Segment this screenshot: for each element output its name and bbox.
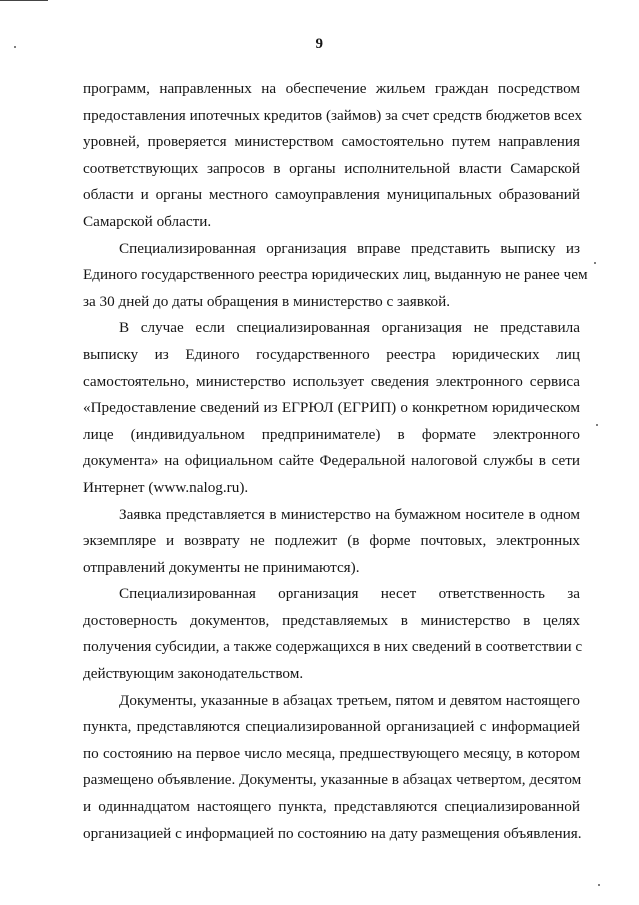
text-line: и одиннадцатом настоящего пункта, представляются специализированной	[83, 798, 580, 816]
text-line: документа» на официальном сайте Федеральной налоговой службы в сети	[83, 452, 580, 470]
text-line: получения субсидии, а также содержащихся в них сведений в соответствии с	[83, 638, 583, 656]
scan-speck	[596, 424, 598, 426]
text-line: соответствующих запросов в органы исполнительной власти Самарской	[83, 159, 580, 177]
paragraph	[83, 688, 580, 848]
text-line: Интернет (www.nalog.ru).	[83, 478, 249, 496]
text-line: программ, направленных на обеспечение жильем граждан посредством	[83, 80, 580, 97]
scan-edge-line	[0, 0, 48, 1]
text-line: Специализированная организация несет ответственность за	[119, 585, 580, 603]
paragraph	[83, 236, 588, 316]
scan-speck	[598, 884, 600, 886]
text-line: пункта, представляются специализированной организацией с информацией	[83, 718, 580, 736]
paragraph	[83, 76, 583, 236]
text-line: за 30 дней до даты обращения в министерство с заявкой.	[83, 292, 451, 310]
text-line: Специализированная организация вправе представить выписку из	[119, 239, 580, 257]
text-line: действующим законодательством.	[83, 665, 304, 683]
text-line: экземпляре и возврату не подлежит (в форме почтовых, электронных	[83, 532, 580, 550]
text-line: по состоянию на первое число месяца, предшествующего месяцу, в котором	[83, 744, 580, 762]
text-line: самостоятельно, министерство использует сведения электронного сервиса	[83, 372, 580, 390]
text-line: лице (индивидуальном предпринимателе) в формате электронного	[83, 425, 580, 443]
text-line: размещено объявление. Документы, указанные в абзацах четвертом, десятом	[83, 771, 582, 789]
paragraph	[83, 315, 580, 501]
scan-speck	[594, 262, 596, 264]
text-line: организацией с информацией по состоянию на дату размещения объявления.	[83, 824, 582, 842]
text-line: области и органы местного самоуправления муниципальных образований	[83, 186, 580, 204]
text-line: В случае если специализированная организация не представила	[119, 319, 580, 337]
text-line: Самарской области.	[83, 212, 212, 230]
text-line: предоставления ипотечных кредитов (займов) за счет средств бюджетов всех	[83, 106, 583, 124]
text-line: Единого государственного реестра юридических лиц, выданную не ранее чем	[83, 266, 588, 284]
text-line: выписку из Единого государственного реестра юридических лиц	[83, 345, 580, 363]
paragraph	[83, 581, 583, 687]
text-line: достоверность документов, представляемых в министерство в целях	[83, 611, 580, 629]
text-line: Документы, указанные в абзацах третьем, пятом и девятом настоящего	[119, 691, 580, 709]
document-body	[83, 76, 588, 847]
page-number: 9	[315, 36, 324, 52]
paragraph	[83, 502, 580, 582]
text-line: Заявка представляется в министерство на бумажном носителе в одном	[119, 505, 580, 523]
text-line: уровней, проверяется министерством самостоятельно путем направления	[83, 133, 580, 151]
text-line: отправлений документы не принимаются).	[83, 558, 360, 576]
text-line: «Предоставление сведений из ЕГРЮЛ (ЕГРИП) о конкретном юридическом	[83, 399, 580, 417]
